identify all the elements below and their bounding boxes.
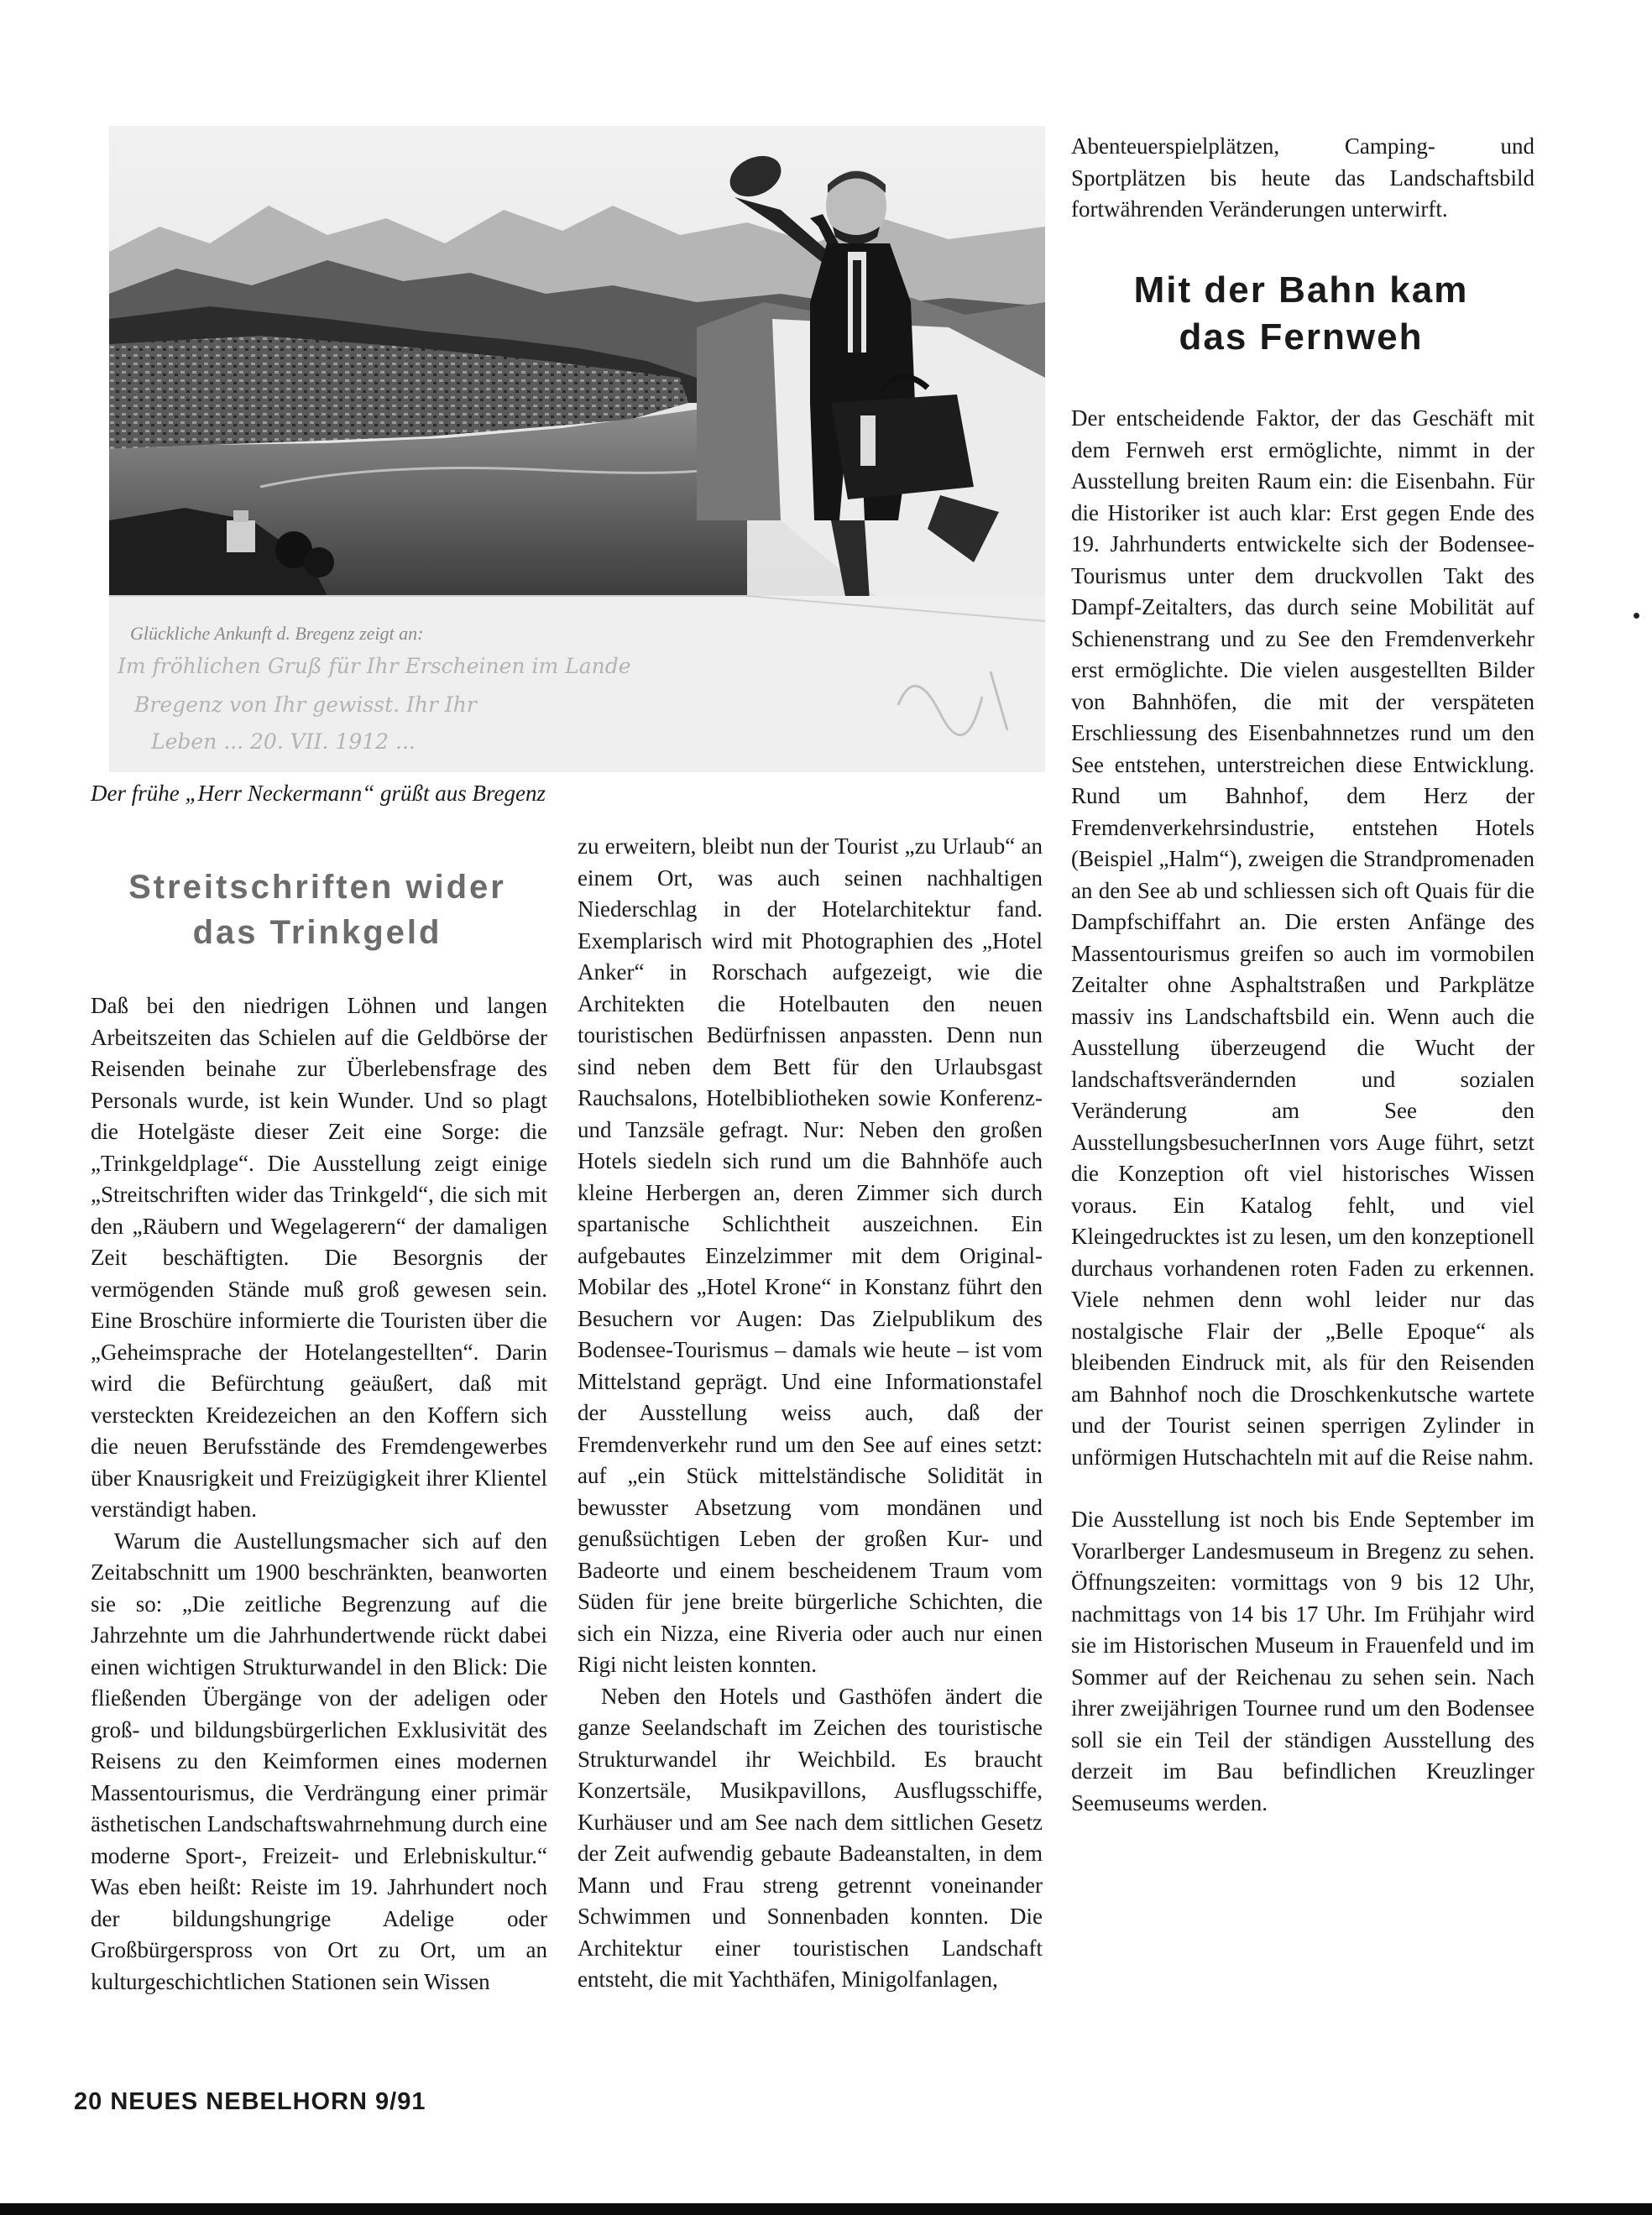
left-column: [91, 990, 547, 1998]
postcard-handwriting-line: Leben ... 20. VII. 1912 ...: [151, 729, 416, 754]
right-column-intro: [1071, 131, 1534, 226]
left-paragraph: Warum die Austellungsmacher sich auf den Zeitabschnitt um 1900 beschränkten, beanworten sie so: „Die zeitliche Begrenzung auf die Jahrzehnte um die Jahrhundertwende rückt dabei einen wichtigen Strukturwandel in den Blick: Die fließenden Übergänge von der adeligen oder groß- und bildungsbürgerlichen Exklusivität des Reisens zu den Keimformen eines modernen Massentourismus, die Verdrängung einer primär ästhetischen Landschaftswahrnehmung durch eine moderne Sport-, Freizeit- und Erlebniskultur.“ Was eben heißt: Reiste im 19. Jahrhundert noch der bildungshungrige Adelige oder Großbürgerspross von Ort zu Ort, um an kulturgeschichtlichen Stationen sein Wissen: [91, 1528, 547, 1994]
margin-dot: [1634, 613, 1639, 619]
postcard-photo: [109, 126, 1045, 772]
middle-paragraph: Neben den Hotels und Gasthöfen ändert die ganze Seelandschaft im Zeichen des touristische Strukturwandel ihr Weichbild. Es braucht Konzertsäle, Musikpavillons, Ausflugsschiffe, Kurhäuser und am See nach dem sittlichen Gesetz der Zeit aufwendig gebaute Badeanstalten, in dem Mann und Frau streng getrennt voneinander Schwimmen und Sonnenbaden konnten. Die Architektur einer touristischen Landschaft entsteht, die mit Yachthäfen, Minigolfanlagen,: [578, 1683, 1043, 1992]
left-headline-line: das Trinkgeld: [192, 914, 442, 951]
right-headline-line: das Fernweh: [1179, 316, 1424, 358]
scan-edge: [0, 2203, 1652, 2215]
right-column: [1071, 403, 1534, 1819]
postcard-handwriting-line: Bregenz von Ihr gewisst. Ihr Ihr: [134, 692, 477, 717]
right-headline-line: Mit der Bahn kam: [1133, 269, 1469, 311]
middle-column: [578, 831, 1043, 1996]
right-intro-paragraph: Abenteuerspielplätzen, Camping- und Sportplätzen bis heute das Landschaftsbild fortwährenden Veränderungen unterwirft.: [1071, 133, 1534, 222]
right-paragraph: Der entscheidende Faktor, der das Geschäft mit dem Fernweh erst ermöglichte, nimmt in der Ausstellung breiten Raum ein: die Eisenbahn. Für die Historiker ist auch klar: Erst gegen Ende des 19. Jahrhunderts entwickelte sich der Bodensee-Tourismus unter dem druckvollen Takt des Dampf-Zeitalters, das durch seine Mobilität auf Schienenstrang und zu See den Fremdenverkehr erst ermöglichte. Die vielen ausgestellten Bilder von Bahnhöfen, die mit der verspäteten Erschliessung des Eisenbahnnetzes rund um den See entstehen, unterstreichen diese Entwicklung. Rund um Bahnhof, dem Herz der Fremdenverkehrsindustrie, entstehen Hotels (Beispiel „Halm“), zweigen die Strandpromenaden an den See ab und schliessen sich oft Quais für die Dampfschiffahrt an. Die ersten Anfänge des Massentourismus greifen so auch im vormobilen Zeitalter ohne Asphaltstraßen und Parkplätze massiv ins Landschaftsbild ein. Wenn auch die Ausstellung überzeugend die Wucht der landschaftsverändernden und sozialen Veränderung am See den AusstellungsbesucherInnen vors Auge führt, setzt die Konzeption oft viel historisches Wissen voraus. Ein Katalog fehlt, und viel Kleingedrucktes ist zu lesen, um den konzeptionell durchaus vorhandenen roten Faden zu erkennen. Viele nehmen denn wohl leider nur das nostalgische Flair der „Belle Epoque“ als bleibenden Eindruck mit, als für den Reisenden am Bahnhof noch die Droschkenkutsche wartete und der Tourist seinen sperrigen Zylinder in unförmigen Hutschachteln mit auf die Reise nahm.: [1071, 405, 1534, 1470]
right-headline: [1066, 267, 1536, 361]
middle-paragraph: zu erweitern, bleibt nun der Tourist „zu Urlaub“ an einem Ort, was auch seinen nachhaltigen Niederschlag in der Hotelarchitektur fand. Exemplarisch wird mit Photographien des „Hotel Anker“ in Rorschach aufgezeigt, wie die Architekten die Hotelbauten den neuen touristischen Bedürfnissen anpassten. Denn nun sind neben dem Bett für den Urlaubsgast Rauchsalons, Hotelbibliotheken sowie Konferenz- und Tanzsäle gefragt. Nur: Neben den großen Hotels siedeln sich rund um die Bahnhöfe auch kleine Herbergen an, deren Zimmer sich durch spartanische Schlichtheit auszeichnen. Ein aufgebautes Einzelzimmer mit dem Original-Mobilar des „Hotel Krone“ in Konstanz führt den Besuchern vor Augen: Das Zielpublikum des Bodensee-Tourismus – damals wie heute – ist vom Mittelstand geprägt. Und eine Informationstafel der Ausstellung weiss auch, daß der Fremdenverkehr rund um den See auf eines setzt: auf „ein Stück mittelständische Solidität in bewusster Absetzung vom mondänen und genußsüchtigen Leben der großen Kur- und Badeorte und einem bescheidenem Traum vom Süden für jene breite bürgerliche Schichten, die sich ein Nizza, eine Riveria oder auch nur einen Rigi nicht leisten konnten.: [578, 833, 1043, 1677]
postcard-printed-line: Glückliche Ankunft d. Bregenz zeigt an:: [130, 623, 424, 644]
left-headline-line: Streitschriften wider: [128, 869, 506, 906]
postcard-image: [109, 126, 1045, 772]
right-paragraph: Die Ausstellung ist noch bis Ende September im Vorarlberger Landesmuseum in Bregenz zu sehen. Öffnungszeiten: vormittags von 9 bis 12 Uhr, nachmittags von 14 bis 17 Uhr. Im Frühjahr wird sie im Historischen Museum in Frauenfeld und im Sommer auf der Reichenau zu sehen sein. Nach ihrer zweijährigen Tournee rund um den Bodensee soll sie ein Teil der ständigen Ausstellung des derzeit im Bau befindlichen Kreuzlinger Seemuseums werden.: [1071, 1507, 1534, 1815]
postcard-handwriting-line: Im fröhlichen Gruß für Ihr Erscheinen im Lande: [118, 654, 631, 678]
photo-caption: Der frühe „Herr Neckermann“ grüßt aus Bregenz: [91, 781, 546, 806]
left-headline: [91, 865, 544, 955]
left-paragraph: Daß bei den niedrigen Löhnen und langen Arbeitszeiten das Schielen auf die Geldbörse der Reisenden beinahe zur Überlebensfrage des Personals wurde, ist kein Wunder. Und so plagt die Hotelgäste dieser Zeit eine Sorge: die „Trinkgeldplage“. Die Ausstellung zeigt einige „Streitschriften wider das Trinkgeld“, die sich mit den „Räubern und Wegelagerern“ der damaligen Zeit beschäftigten. Die Besorgnis der vermögenden Stände muß groß gewesen sein. Eine Broschüre informierte die Touristen über die „Geheimsprache der Hotelangestellten“. Darin wird die Befürchtung geäußert, daß mit versteckten Kreidezeichen an den Koffern sich die neuen Berufsstände des Fremdengewerbes über Knausrigkeit und Freizügigkeit ihrer Klientel verständigt haben.: [91, 993, 547, 1522]
page-footer: 20 NEUES NEBELHORN 9/91: [74, 2088, 426, 2115]
